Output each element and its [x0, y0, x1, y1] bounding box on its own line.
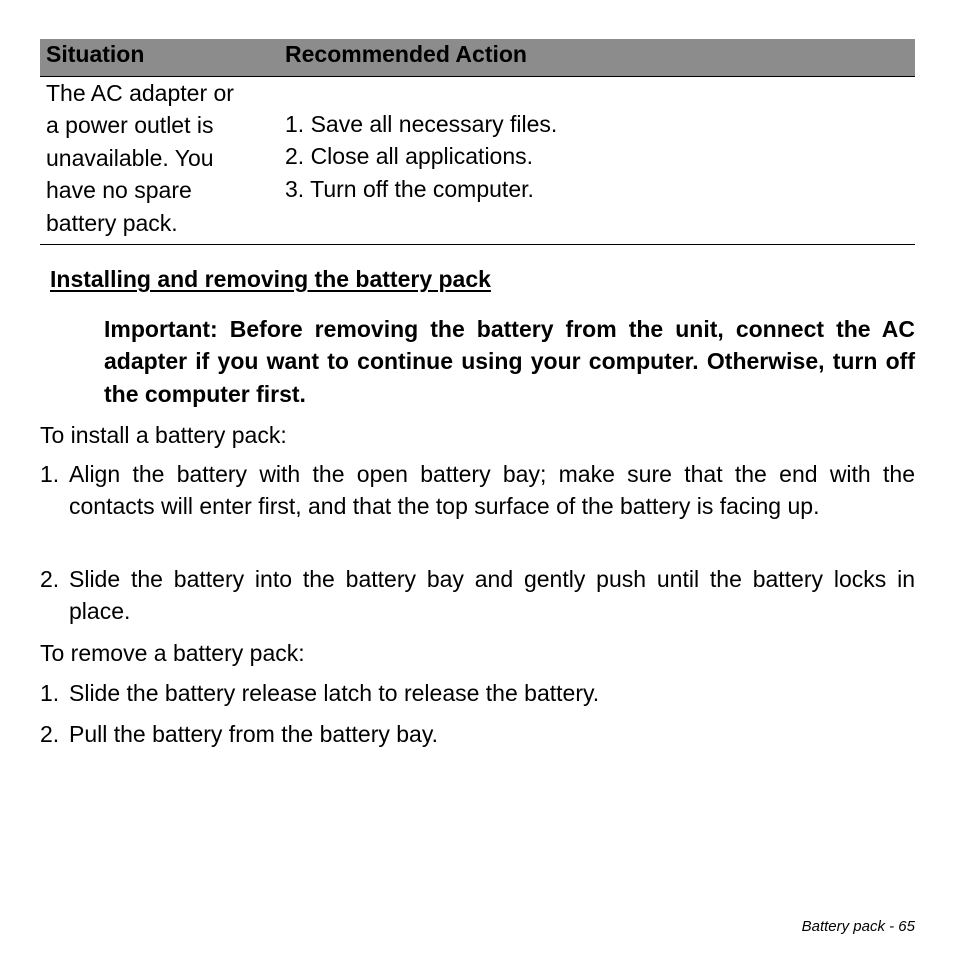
step-text: Align the battery with the open battery bay; make sure that the end with the contacts will enter first, and that the top surface of the battery is facing up. [69, 461, 915, 520]
action-step: 1. Save all necessary files. [285, 111, 558, 137]
install-intro: To install a battery pack: [40, 422, 287, 448]
install-step [40, 458, 915, 523]
step-number: 1. [40, 461, 60, 487]
situation-line: have no spare [46, 177, 192, 204]
step-number: 1. [40, 680, 60, 706]
situation-cell [46, 77, 276, 239]
table-row [40, 77, 915, 245]
remove-step [40, 718, 915, 750]
step-text: Slide the battery into the battery bay and gently push until the battery locks in place. [69, 566, 915, 625]
section-heading: Installing and removing the battery pack [50, 266, 491, 292]
step-number: 2. [40, 721, 60, 747]
situation-table [40, 39, 915, 245]
header-recommended-action: Recommended Action [285, 41, 527, 67]
important-note: Important: Before removing the battery from the unit, connect the AC adapter if you want to continue using your computer. Otherwise, turn off the computer first. [104, 316, 915, 407]
action-cell [285, 108, 557, 205]
page-footer: Battery pack - 65 [801, 918, 915, 935]
header-situation: Situation [46, 41, 145, 67]
step-text: Pull the battery from the battery bay. [69, 721, 439, 747]
remove-intro: To remove a battery pack: [40, 640, 305, 666]
install-step [40, 563, 915, 628]
situation-line: The AC adapter or [46, 80, 234, 106]
action-step: 3. Turn off the computer. [285, 175, 534, 202]
step-number: 2. [40, 566, 60, 592]
situation-line: a power outlet is [46, 112, 214, 139]
situation-line: unavailable. You [46, 144, 214, 171]
remove-step [40, 677, 915, 709]
step-text: Slide the battery release latch to release the battery. [69, 680, 600, 706]
table-header [40, 39, 915, 77]
situation-line: battery pack. [46, 209, 178, 236]
action-step: 2. Close all applications. [285, 143, 534, 170]
